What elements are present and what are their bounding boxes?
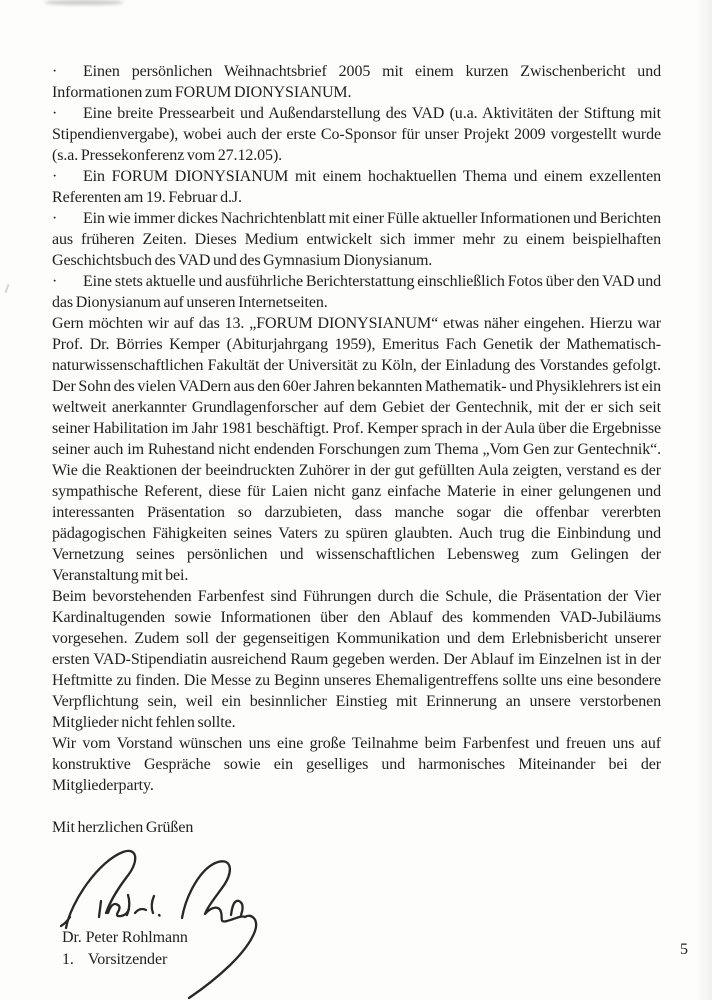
bullet-item: [52, 61, 661, 103]
closing-salutation: Mit herzlichen Grüßen: [52, 819, 194, 836]
bullet-dot: ·: [52, 210, 58, 227]
scan-artifact-smudge: [45, 0, 123, 5]
paragraph-farbenfest: Beim bevorstehenden Farbenfest sind Führungen durch die Schule, die Präsentation der Vier Kardinaltugenden sowie Informationen über den Ablauf des kommenden VAD-Jubiläums vorgesehen. Zudem soll der gegenseitigen Kommunikation und dem Erlebnisbericht unserer ersten VAD-Stipendiatin ausreichend Raum gegeben werden. Der Ablauf im Einzelnen ist in der Heftmitte zu finden. Die Messe zu Beginn unseres Ehemaligentreffens sollte uns eine besondere Verpflichtung sein, weil ein besinnlicher Einstieg mit Erinnerung an unsere verstorbenen Mitglieder nicht fehlen sollte.: [52, 588, 661, 731]
signatory-role-title: Vorsitzender: [87, 951, 168, 968]
bullet-item-text: Eine stets aktuelle und ausführliche Berichterstattung einschließlich Fotos über den VAD und das Dionysianum auf unseren Internetseiten.: [52, 273, 661, 311]
bullet-item: [52, 271, 661, 313]
signatory-role-number: 1.: [62, 951, 74, 968]
bullet-dot: ·: [52, 273, 58, 290]
bullet-item: [52, 103, 661, 166]
bullet-item: [52, 208, 661, 271]
bullet-dot: ·: [52, 105, 58, 122]
bullet-item-text: Ein wie immer dickes Nachrichtenblatt mit einer Fülle aktueller Informationen und Berichten aus früheren Zeiten. Dieses Medium entwickelt sich immer mehr zu einem beispielhaften Geschichtsbuch des VAD und des Gymnasium Dionysianum.: [52, 210, 661, 269]
paragraph-closing-wishes: Wir vom Vorstand wünschen uns eine große Teilnahme beim Farbenfest und freuen uns auf konstruktive Gespräche sowie ein geselliges und harmonisches Miteinander bei der Mitgliederparty.: [52, 735, 661, 794]
signatory-name: Dr. Peter Rohlmann: [62, 929, 188, 946]
scan-edge-shadow: [696, 0, 712, 1000]
scan-artifact-mark: [5, 284, 10, 293]
bullet-item-text: Einen persönlichen Weihnachtsbrief 2005 mit einem kurzen Zwischenbericht und Informationen zum FORUM DIONYSIANUM.: [52, 63, 661, 101]
bullet-dot: ·: [52, 63, 58, 80]
page-number: 5: [680, 941, 688, 958]
bullet-item-text: Ein FORUM DIONYSIANUM mit einem hochaktuellen Thema und einem exzellenten Referenten am 19. Februar d.J.: [52, 168, 661, 206]
handwritten-signature: [55, 843, 265, 1000]
bullet-item: [52, 166, 661, 208]
bullet-item-text: Eine breite Pressearbeit und Außendarstellung des VAD (u.a. Aktivitäten der Stiftung mit Stipendienvergabe), wobei auch der erste Co-Sponsor für unser Projekt 2009 vorgestellt wurde (s.a. Pressekonferenz vom 27.12.05).: [52, 105, 661, 164]
signatory-block: [62, 927, 188, 971]
paragraph-forum-report: Gern möchten wir auf das 13. „FORUM DIONYSIANUM“ etwas näher eingehen. Hierzu war Prof. Dr. Börries Kemper (Abiturjahrgang 1959), Emeritus Fach Genetik der Mathematisch-naturwissenschaftlichen Fakultät der Universität zu Köln, der Einladung des Vorstandes gefolgt. Der Sohn des vielen VADern aus den 60er Jahren bekannten Mathematik- und Physiklehrers ist ein weltweit anerkannter Grundlagenforscher auf dem Gebiet der Gentechnik, mit der er sich seit seiner Habilitation im Jahr 1981 beschäftigt. Prof. Kemper sprach in der Aula über die Ergebnisse seiner auch im Ruhestand nicht endenden Forschungen zum Thema „Vom Gen zur Gentechnik“. Wie die Reaktionen der beeindruckten Zuhörer in der gut gefüllten Aula zeigten, verstand es der sympathische Referent, diese für Laien nicht ganz einfache Materie in einer gelungenen und interessanten Präsentation so darzubieten, dass manche sogar die offenbar vererbten pädagogischen Fähigkeiten seines Vaters zu spüren glaubten. Auch trug die Einbindung und Vernetzung seines persönlichen und wissenschaftlichen Lebensweg zum Gelingen der Veranstaltung mit bei.: [52, 315, 661, 584]
bullet-dot: ·: [52, 168, 58, 185]
letter-body: [52, 61, 661, 838]
signatory-role: [62, 949, 188, 971]
